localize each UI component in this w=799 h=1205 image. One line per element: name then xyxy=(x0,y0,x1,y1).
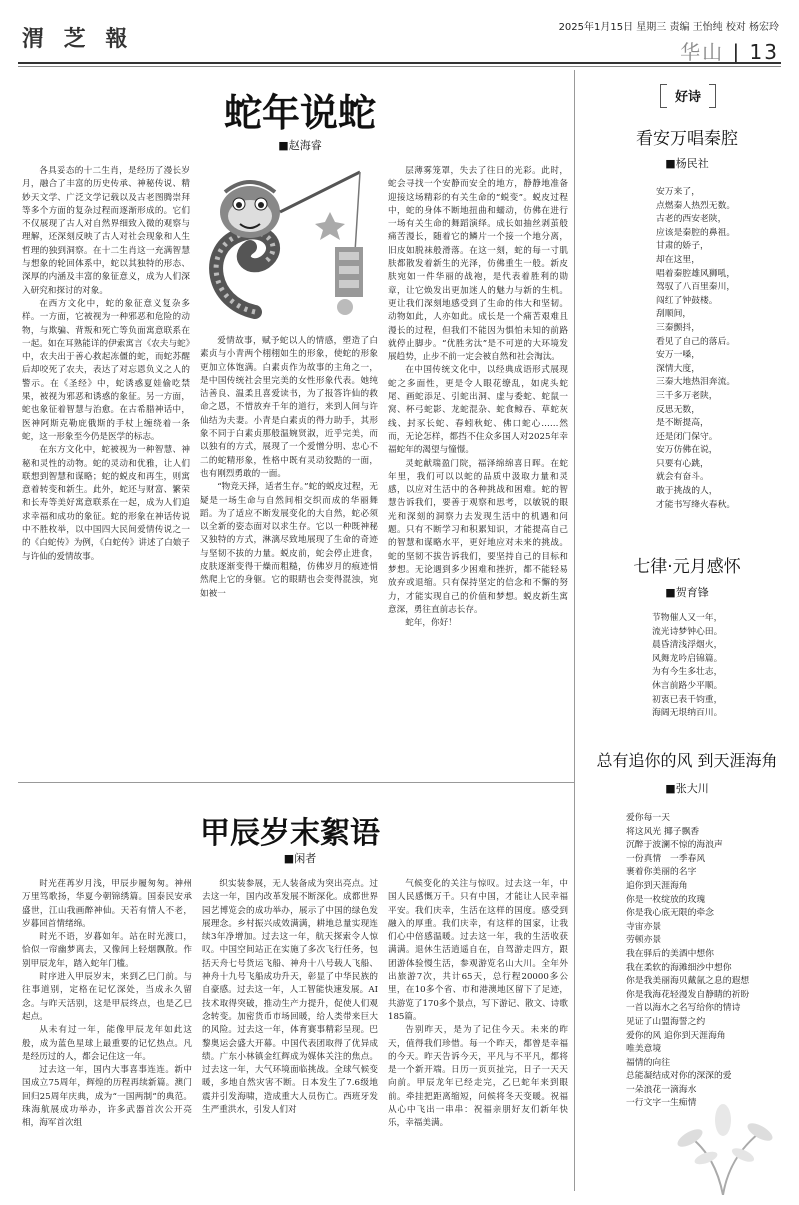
column-separator xyxy=(574,70,575,1191)
poem-line: 一朵浪花一滴海水 xyxy=(626,1084,697,1095)
poem-line: 就会有奋斗。 xyxy=(656,472,709,483)
paragraph: 层薄雾笼罩，失去了往日的光彩。此时，蛇会寻找一个安静而安全的地方，静静地准备迎接这场精彩的有关生命的“蜕变”。蜕皮过程中，蛇的身体不断地扭曲和蠕动，仿佛在进行一场有关生命的舞蹈演绎。成长如抽丝剥茧般痛苦漫长，随着它的鳞片一个接一个地分离，旧皮如脱袜般滑落。在这一刻，蛇的每一寸肌肤都散发着新生的光泽，仿佛重生一般。新皮肤宛如一件华丽的战袍，是代表着胜利的勋章，让它焕发出更加迷人的魅力与新的生机。更让我们深刻地感受到了生命的伟大和坚韧。动物如此，人亦如此。成长是一个痛苦艰难且漫长的过程，但我们不能因为惧怕未知的前路就停止脚步。“优胜劣汰”是不可逆的大环境发展趋势，止步不前一定会被自然和社会淘汰。 xyxy=(388,166,568,363)
paragraph: 各具妥态的十二生肖，是经历了漫长岁月，融合了丰富的历史传承、神秘传说、精妙天文学、广泛文学记载以及古老图腾崇拜等多个方面的复杂过程而逐渐形成的。它们不仅展现了古人对自然界细致入微的观察与理解，还深刻反映了古人对社会现象和人生哲理的独到洞察。在十二生肖这一充满智慧与想象的轮回体系中，蛇以其独特的形态、深厚的内涵及丰富的象征意义，成为人们深入研究和探讨的对象。 xyxy=(22,166,190,296)
poem-line: 流光诗梦钟心田。 xyxy=(652,626,723,637)
poem2-title: 七律·元月感怀 xyxy=(633,557,741,577)
article1-column-2 xyxy=(200,335,378,601)
masthead-rule-thin xyxy=(18,66,781,67)
article2-column-1 xyxy=(22,878,192,1131)
poem-line: 安万来了， xyxy=(656,187,700,197)
paragraph: 在西方文化中，蛇的象征意义复杂多样。一方面，它被视为一种邪恶和危险的动物，与欺骗、背叛和死亡等负面寓意联系在一起。如在耳熟能详的伊索寓言《农夫与蛇》中，农夫出于善心救起冻僵的蛇，而蛇苏醒后却咬死了农夫，表达了对忘恩负义之人的警示。在《圣经》中，蛇诱惑夏娃偷吃禁果，被视为邪恶和诱惑的象征。另一方面，蛇也象征着智慧与治愈。在古希腊神话中，医神阿斯克勒庇俄斯的手杖上缠绕着一条蛇，这一形象至今仍是医学的标志。 xyxy=(22,298,190,442)
paragraph: 时光荏苒岁月浅，甲辰步履匆匆。神州万里笃歌扬，华夏今朝锦绣篇。国泰民安承盛世，江山我画醉神仙。天若有情人不老，岁暮回首情绪绵。 xyxy=(22,879,192,929)
article2-column-3 xyxy=(388,878,568,1131)
poem-line: 沉醉于波澜不惊的海浪声 xyxy=(626,840,723,851)
paragraph: 爱情故事，赋予蛇以人的情感，塑造了白素贞与小青两个栩栩如生的形象，使蛇的形象更加立体饱满。白素贞作为故事的主角之一，是中国传统社会里完美的女性形象代表。她纯洁善良、温柔且喜爱读书，为了报答许仙的救命之恩，不惜放弃千年的道行，来到人间与许仙结为夫妻。小青是白素贞的得力助手，其形象不同于白素贞那般温婉贤淑，近乎完美，而以独有的方式，展现了一个爱憎分明、忠心不二的蛇精形象，性格中既有灵动狡黠的一面，也有刚烈勇敢的一面。 xyxy=(200,336,378,479)
article1-column-1 xyxy=(22,165,190,564)
poem-line: 裹着你美丽的名字 xyxy=(626,867,697,878)
poem-line: 风舞龙吟启锦篇。 xyxy=(652,653,723,664)
poem-line: 我在驿后的美酒中想你 xyxy=(626,948,714,959)
poem-line: 是不断提高， xyxy=(656,418,709,429)
article2-title: 甲辰岁末絮语 xyxy=(200,816,380,851)
paragraph: 织实装参展，无人装备成为突出亮点。过去这一年，国内改革发展不断深化。成都世界园艺博览会的成功举办，展示了中国的绿色发展理念。乡村振兴成效满满，耕地总量实现连续3年净增加。过去这一年，航天探索令人惊叹。中国空间站正在实施了多次飞行任务，包括天舟七号货运飞船、神舟十八号载人飞船、神舟十九号飞船成功升天，彰显了中华民族的自豪感。过去这一年，人工智能快速发展。AI技术取得突破，推动生产力提升，促使人们观念转变。加密货币市场回暖，给人类带来巨大的风险。过去这一年，体育赛事精彩呈现。巴黎奥运会盛大开幕。中国代表团取得了优异成绩。广东小林镇金红辉成为媒体关注的焦点。过去这一年，大气环境面临挑战。全球气候变暖，多地自然灾害不断。日本发生了7.6级地震并引发海啸，造成重大人员伤亡。西班牙发生严重洪水，引发人们对 xyxy=(202,879,378,1116)
paragraph: “物竞天择，适者生存。”蛇的蜕皮过程，无疑是一场生命与自然间相交织而成的华丽舞蹈。为了适应不断发展变化的大自然，蛇必须以全新的姿态面对以求生存。它以一种既神秘又独特的方式，淋漓尽致地展现了生命的奇迹与坚韧不拔的力量。蜕皮前，蛇会停止进食，皮肤逐渐变得干燥而粗糙，仿佛岁月的痕迹悄然爬上它的身躯。它的眼睛也会变得混浊，宛如被一 xyxy=(200,482,378,599)
masthead-logo: 渭 芝 報 xyxy=(22,26,134,52)
poem-line: 点燃秦人热烈无数。 xyxy=(656,200,736,211)
poem3-byline: ■张大川 xyxy=(665,782,709,795)
masthead-rule xyxy=(18,62,781,64)
paragraph: 告别昨天，是为了记住今天。未来的昨天，值得我们珍惜。每一个昨天，都曾是幸福的今天。昨天告诉今天，平凡与不平凡，都将是一个新开端。日历一页页扯完，日子一天天向前。甲辰龙年已经走完，乙巳蛇年来到眼前。牵挂把距离缩短，问候将冬天变暖。祝福从心中飞出一串串：祝福亲朋好友们新年快乐，幸福美满。 xyxy=(388,1025,568,1129)
section-head: 华山 | 13 xyxy=(680,40,779,64)
poem-line: 一行文字一生痴情 xyxy=(626,1098,697,1109)
paragraph: 过去这一年，国内大事喜事连连。新中国成立75周年，辉煌的历程再续新篇。澳门回归25周年庆典，成为“一国两制”的典范。珠海航展成功举办，许多武器首次公开亮相，海军首次组 xyxy=(22,1065,192,1129)
poem-line: 一首以海水之名写给你的情诗 xyxy=(626,1003,741,1014)
poem-line: 寺宙亦景 xyxy=(626,921,662,932)
poem-line: 古老的西安老陕， xyxy=(656,214,727,225)
poem-line: 一份真情 一季春风 xyxy=(626,853,706,864)
article-separator xyxy=(18,782,574,783)
poem-line: 总能凝结成对你的深深的爱 xyxy=(626,1071,732,1082)
poem2-byline: ■贺育锋 xyxy=(665,586,709,599)
poem1-byline: ■杨民社 xyxy=(665,157,709,170)
poem-line: 将这风光 揶子飘香 xyxy=(626,826,700,837)
paragraph: 时光不语，岁暮如年。站在时光渡口，恰似一帘幽梦离去，又像间上轻烟飘散。作别甲辰龙年，踏入蛇年门槛。 xyxy=(22,932,192,969)
poem-line: 爱你每一天 xyxy=(626,813,670,823)
poem-line: 节物催人又一年， xyxy=(652,613,723,623)
poetry-tag-label: 好诗 xyxy=(674,90,701,105)
poem-line: 追你到天涯海角 xyxy=(626,880,688,891)
poem-line: 才能书写绛火春秋。 xyxy=(656,499,736,510)
poem-line: 应该是秦腔的鼻祖。 xyxy=(656,227,736,238)
section-name: 华山 xyxy=(680,40,725,64)
poem-line: 三秦颤抖， xyxy=(656,322,700,333)
poem-line: 我在柔软的海滩细沙中想你 xyxy=(626,962,732,973)
paragraph: 蛇年，你好！ xyxy=(405,618,457,629)
poem-line: 晨昏清浅浮烟火， xyxy=(652,640,723,651)
poem-line: 看见了自己的落后。 xyxy=(656,336,736,347)
paragraph: 气候变化的关注与惊叹。过去这一年，中国人民感慨万千。只有中国，才能让人民幸福平安。我们庆幸，生活在这样的国度。感受到融入的厚重。我们庆幸，有这样的国家，让我们心中倍感温暖。过去这一年，我的生活收获满满。退休生活逍遥自在，自驾游走四方，跟团游体验慢生活，参观游览名山大川。全年外出旅游7次，共计65天，总行程20000多公里，在10多个省、市和港澳地区留下了足迹，共游览了170多个景点，写下游记、散文、诗歌185篇。 xyxy=(388,879,568,1022)
poem-line: 唱着秦腔雄风狮吼， xyxy=(656,268,736,279)
snake-illustration xyxy=(195,152,375,327)
poem-line: 闯红了钟鼓楼。 xyxy=(656,295,718,306)
poem-line: 安万仿佛在说， xyxy=(656,445,718,456)
poem-line: 却在这里， xyxy=(656,254,700,265)
poem-line: 反思无数， xyxy=(656,404,700,415)
article2-column-2 xyxy=(202,878,378,1117)
poem-line: 见证了山盟海誓之约 xyxy=(626,1016,706,1027)
article2-byline: ■闲者 xyxy=(283,852,317,865)
poem-line: 敢于挑战的人， xyxy=(656,486,718,497)
page-number: 13 xyxy=(749,40,779,64)
poem-line: 休言前路少平顺。 xyxy=(652,680,723,691)
poem-line: 深情大度， xyxy=(656,363,700,374)
poem-line: 海阔无垠纳百川。 xyxy=(652,708,723,719)
poem-line: 三千多万老陕， xyxy=(656,390,718,401)
poem-line: 还是闭门保守。 xyxy=(656,431,718,442)
plant-illustration xyxy=(668,1100,778,1195)
poem-line: 爱你的风 追你到天涯海角 xyxy=(626,1030,726,1041)
poem2-body xyxy=(652,612,722,721)
poem-line: 你是一枚绽放的玫瑰 xyxy=(626,894,706,905)
paragraph: 在中国传统文化中，以经典成语形式展现蛇之多面性，更是令人眼花缭乱，如虎头蛇尾、画蛇添足、引蛇出洞、虚与委蛇、蛇鼠一窝、杯弓蛇影、龙蛇混杂、蛇食鲸吞、草蛇灰线、封豕长蛇、春蚓秋蛇、佛口蛇心……然而，无论怎样，都挡不住众多国人对2025年幸福蛇年的渴望与憧憬。 xyxy=(388,365,568,456)
poem3-title: 总有追你的风 到天涯海角 xyxy=(596,751,778,770)
poem-line: 三秦大地热泪奔流。 xyxy=(656,377,736,388)
poem3-body xyxy=(626,812,749,1111)
paragraph: 从未有过一年，能像甲辰龙年如此这般，成为蓝色星球上最重要的记忆热点。凡是经历过的人，都会记住这一年。 xyxy=(22,1025,192,1062)
paragraph: 灵蛇献瑞盈门院，福泽绵绵喜日晖。在蛇年里，我们可以以蛇的品质中汲取力量和灵感，以应对生活中的各种挑战和困难。蛇的智慧告诉我们，要善于观察和思考，以敏锐的眼光和深刻的洞察力去发现生活中的机遇和问题。只有不断学习和积累知识，才能提高自己的智慧和谋略水平，更好地应对未来的挑战。蛇的坚韧不拔告诉我们，要坚持自己的目标和梦想。无论遇到多少困难和挫折，都不能轻易放弃或退缩。只有保持坚定的信念和不懈的努力，才能实现自己的价值和梦想。蜕皮新生寓意深，勇往直前志长存。 xyxy=(388,458,568,615)
article1-column-3 xyxy=(388,165,568,630)
poem-line: 福情的向往 xyxy=(626,1057,670,1068)
poem-line: 只要有心跳， xyxy=(656,458,709,469)
poem-line: 唯美意境 xyxy=(626,1044,662,1055)
paragraph: 在东方文化中，蛇被视为一种智慧、神秘和灵性的动物。蛇的灵动和优雅，让人们联想到智慧和谋略；蛇的蜕皮和再生，则寓意着转变和新生。此外，蛇还与财富、繁荣和长寿等美好寓意联系在一起，成为人们追求幸福和成功的象征。蛇的形象在神话传说中不胜枚举，以中国四大民间爱情传说之一的《白蛇传》为例，《白蛇传》讲述了白娘子与许仙的爱情故事。 xyxy=(22,445,190,562)
poem-line: 安万一嗓， xyxy=(656,350,700,361)
poem-line: 劳顿亦景 xyxy=(626,935,662,946)
poem-line: 你是我海花轻漫发自静睛的祈盼 xyxy=(626,989,750,1000)
poem-line: 为有今生多壮志， xyxy=(652,667,723,678)
poem-line: 你是我心底无限的牵念 xyxy=(626,908,714,919)
poetry-tag xyxy=(660,84,716,106)
date-line: 2025年1月15日 星期三 责编 王怡纯 校对 杨宏玲 xyxy=(558,22,779,33)
poem1-title: 看安万唱秦腔 xyxy=(636,129,738,149)
poem1-body xyxy=(656,186,735,512)
poem-line: 甘肃的娇子， xyxy=(656,241,709,252)
paragraph: 时序进入甲辰岁末，来到乙巳门前。与往事道别，定格在记忆深处，当成永久留念。与昨天活别，这是甲辰终点，也是乙巳起点。 xyxy=(22,972,192,1022)
article1-title: 蛇年说蛇 xyxy=(223,91,376,135)
article1-byline: ■赵海睿 xyxy=(278,139,322,152)
poem-line: 驾驭了八百里秦川， xyxy=(656,282,736,293)
poem-line: 初衷已表千钧重， xyxy=(652,694,723,705)
poem-line: 刮顺间， xyxy=(656,309,692,320)
poem-line: 你是我美丽海贝戴氤之息的遐想 xyxy=(626,976,750,987)
